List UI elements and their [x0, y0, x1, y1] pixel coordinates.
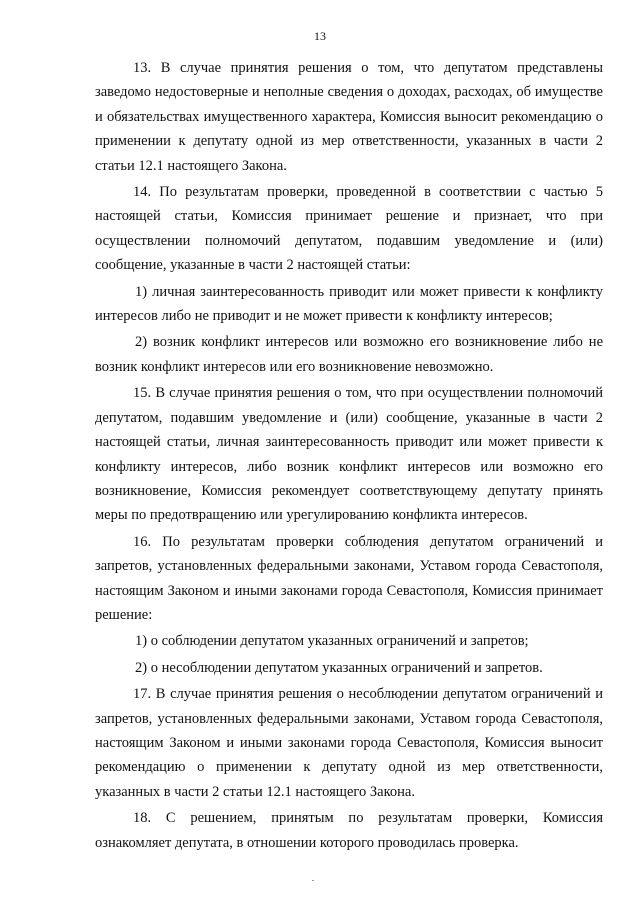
paragraph-16-item-1: 1) о соблюдении депутатом указанных ограничений и запретов; — [135, 633, 529, 650]
paragraph-14: 14. По результатам проверки, проведенной в соответствии с частью 5 настоящей статьи, Комиссия принимает решение и признает, что при осуществлении полномочий депутатом, подавшим уведомление и (или) сообщение, указанные в части 2 настоящей статьи: — [95, 184, 603, 274]
paragraph-16: 16. По результатам проверки соблюдения депутатом ограничений и запретов, установленных федеральными законами, Уставом города Севастополя, настоящим Законом и иными законами города Севастополя, Комиссия принимает решение: — [95, 533, 603, 623]
page-number: 13 — [314, 29, 326, 43]
paragraph-16-item-2: 2) о несоблюдении депутатом указанных ограничений и запретов. — [135, 659, 543, 676]
paragraph-17: 17. В случае принятия решения о несоблюдении депутатом ограничений и запретов, установленных федеральными законами, Уставом города Севастополя, настоящим Законом и иными законами города Севастополя, Комиссия выносит рекомендацию о применении к депутату одной из мер ответственности, указанных в части 2 статьи 12.1 настоящего Закона. — [95, 686, 603, 800]
document-body — [95, 56, 603, 857]
scan-speck — [312, 880, 314, 881]
paragraph-14-item-2: 2) возник конфликт интересов или возможно его возникновение либо не возник конфликт интересов или его возникновение невозможно. — [95, 334, 603, 375]
paragraph-15: 15. В случае принятия решения о том, что при осуществлении полномочий депутатом, подавшим уведомление и (или) сообщение, указанные в части 2 настоящей статьи, личная заинтересованность приводит или может привести к конфликту интересов, либо возник конфликт интересов или возможно его возникновение, Комиссия рекомендует соответствующему депутату принять меры по предотвращению или урегулированию конфликта интересов. — [95, 385, 603, 524]
paragraph-13: 13. В случае принятия решения о том, что депутатом представлены заведомо недостоверные и неполные сведения о доходах, расходах, об имуществе и обязательствах имущественного характера, Комиссия выносит рекомендацию о применении к депутату одной из мер ответственности, указанных в части 2 статьи 12.1 настоящего Закона. — [95, 60, 603, 174]
paragraph-14-item-1: 1) личная заинтересованность приводит или может привести к конфликту интересов либо не приводит и не может привести к конфликту интересов; — [95, 283, 603, 325]
paragraph-18: 18. С решением, принятым по результатам проверки, Комиссия ознакомляет депутата, в отношении которого проводилась проверка. — [95, 810, 603, 851]
